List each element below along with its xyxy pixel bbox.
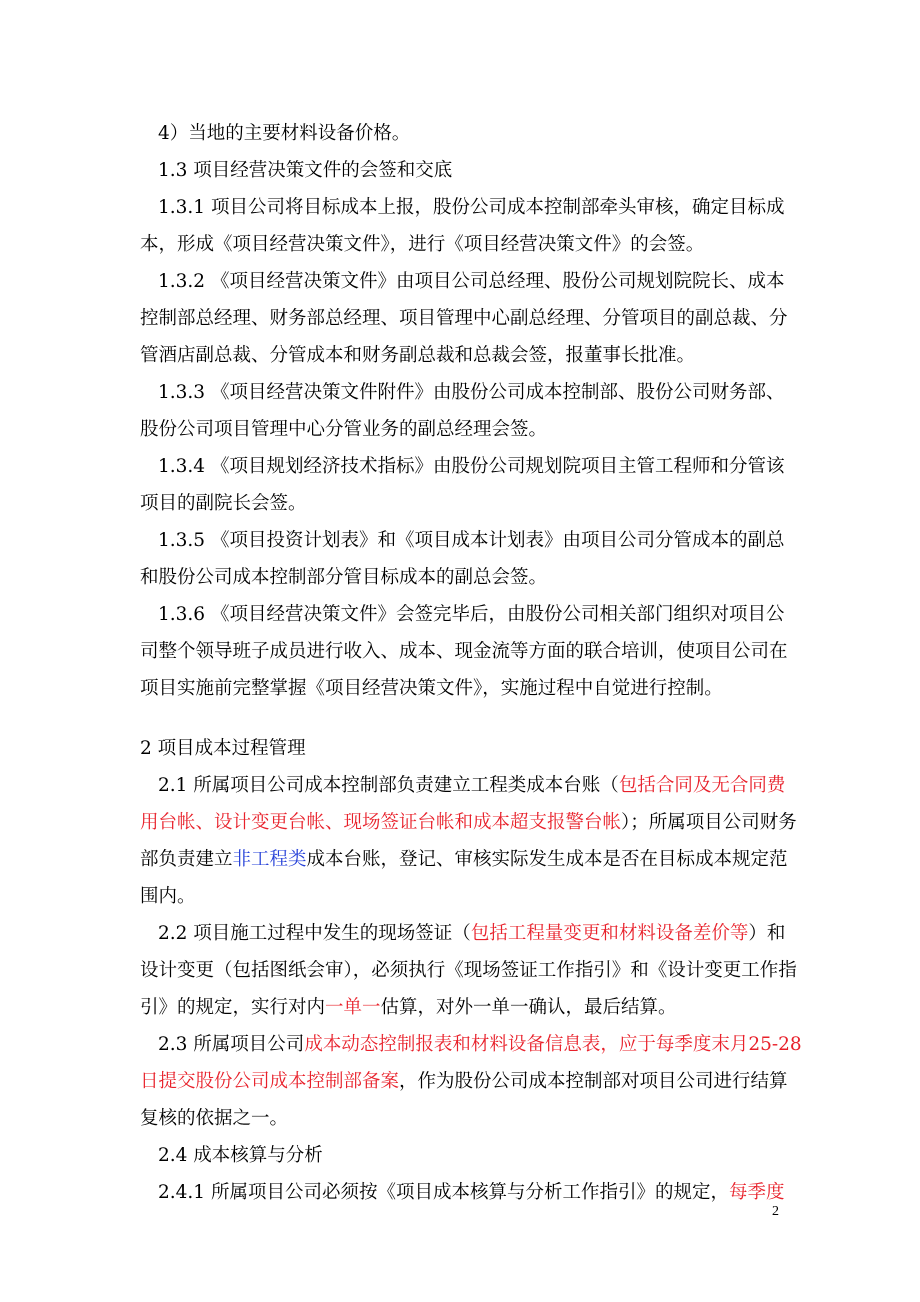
text-run: 估算，对外一单一确认，最后结算。 bbox=[380, 997, 677, 1018]
highlight-red: 一单一 bbox=[325, 997, 381, 1018]
paragraph-1-3-6 bbox=[140, 599, 790, 704]
paragraph-line: 复核的依据之一。 bbox=[140, 1108, 289, 1129]
text-run: ，作为股份公司成本控制部对项目公司进行结算 bbox=[399, 1071, 788, 1092]
text-run: 成本台账，登记、审核实际发生成本是否在目标成本规定范 bbox=[306, 849, 788, 870]
page-number: 2 bbox=[772, 1204, 779, 1219]
paragraph-line: 围内。 bbox=[140, 886, 196, 907]
text-run: 部负责建立 bbox=[140, 849, 233, 870]
paragraph-2-2 bbox=[140, 918, 797, 1023]
paragraph-line: 1.3.2 《项目经营决策文件》由项目公司总经理、股份公司规划院院长、成本 bbox=[158, 271, 785, 292]
text-run: 2.1 所属项目公司成本控制部负责建立工程类成本台账（ bbox=[158, 775, 619, 796]
paragraph-line: 1.3.6 《项目经营决策文件》会签完毕后，由股份公司相关部门组织对项目公 bbox=[158, 604, 785, 625]
paragraph-2-4-1 bbox=[140, 1177, 790, 1208]
paragraph-line bbox=[140, 918, 790, 949]
text-run: 引》的规定，实行对内 bbox=[140, 997, 326, 1018]
paragraph-line: 本，形成《项目经营决策文件》，进行《项目经营决策文件》的会签。 bbox=[140, 234, 705, 255]
paragraph-line bbox=[140, 1029, 802, 1060]
paragraph-line bbox=[140, 770, 790, 801]
paragraph-line: 4）当地的主要材料设备价格。 bbox=[158, 123, 411, 144]
highlight-blue: 非工程类 bbox=[232, 849, 307, 870]
paragraph-line: 控制部总经理、财务部总经理、项目管理中心副总经理、分管项目的副总裁、分 bbox=[140, 308, 788, 329]
paragraph-line: 司整个领导班子成员进行收入、成本、现金流等方面的联合培训，使项目公司在 bbox=[140, 641, 788, 662]
highlight-red: 包括工程量变更和材料设备差价等 bbox=[470, 923, 749, 944]
paragraph-1-3-5 bbox=[140, 525, 790, 593]
section-heading-2: 2 项目成本过程管理 bbox=[140, 738, 306, 759]
section-heading-1-3: 1.3 项目经营决策文件的会签和交底 bbox=[158, 160, 453, 181]
paragraph-line: 管酒店副总裁、分管成本和财务副总裁和总裁会签，报董事长批准。 bbox=[140, 345, 696, 366]
paragraph-1-3-2 bbox=[140, 266, 790, 371]
paragraph-line bbox=[140, 992, 790, 1023]
highlight-red: 用台帐、设计变更台帐、现场签证台帐和成本超支报警台帐 bbox=[140, 812, 622, 833]
highlight-red: 成本动态控制报表和材料设备信息表，应于每季度末月25-28 bbox=[304, 1034, 802, 1055]
highlight-red: 包括合同及无合同费 bbox=[618, 775, 786, 796]
paragraph-1-3-3 bbox=[140, 377, 790, 445]
paragraph-2-3 bbox=[140, 1029, 802, 1134]
paragraph-line: 设计变更（包括图纸会审），必须执行《现场签证工作指引》和《设计变更工作指 bbox=[140, 960, 797, 981]
paragraph-line: 1.3.3 《项目经营决策文件附件》由股份公司成本控制部、股份公司财务部、 bbox=[158, 382, 785, 403]
paragraph-line bbox=[140, 807, 797, 838]
paragraph-line: 1.3.5 《项目投资计划表》和《项目成本计划表》由项目公司分管成本的副总 bbox=[158, 530, 785, 551]
document-body bbox=[140, 118, 802, 1208]
paragraph-1-3-1 bbox=[140, 192, 790, 260]
highlight-red: 每季度 bbox=[728, 1182, 785, 1203]
paragraph-1-3-4 bbox=[140, 451, 790, 519]
section-heading-2-4: 2.4 成本核算与分析 bbox=[158, 1145, 323, 1166]
text-run: ）和 bbox=[748, 923, 786, 944]
highlight-red: 日提交股份公司成本控制部备案 bbox=[140, 1071, 400, 1092]
text-run: ）；所属项目公司财务 bbox=[621, 812, 797, 833]
text-run: 2.4.1 所属项目公司必须按《项目成本核算与分析工作指引》的规定， bbox=[158, 1182, 729, 1203]
paragraph-line bbox=[140, 1066, 790, 1097]
paragraph-line: 1.3.4 《项目规划经济技术指标》由股份公司规划院项目主管工程师和分管该 bbox=[158, 456, 785, 477]
text-run: 2.3 所属项目公司 bbox=[158, 1034, 305, 1055]
paragraph-2-1 bbox=[140, 770, 797, 912]
paragraph-line: 项目的副院长会签。 bbox=[140, 493, 307, 514]
paragraph-line: 股份公司项目管理中心分管业务的副总经理会签。 bbox=[140, 419, 548, 440]
paragraph-line: 和股份公司成本控制部分管目标成本的副总会签。 bbox=[140, 567, 548, 588]
paragraph-line bbox=[140, 844, 790, 875]
text-run: 2.2 项目施工过程中发生的现场签证（ bbox=[158, 923, 471, 944]
paragraph-line: 1.3.1 项目公司将目标成本上报，股份公司成本控制部牵头审核，确定目标成 bbox=[158, 197, 785, 218]
paragraph-line: 项目实施前完整掌握《项目经营决策文件》，实施过程中自觉进行控制。 bbox=[140, 678, 723, 699]
